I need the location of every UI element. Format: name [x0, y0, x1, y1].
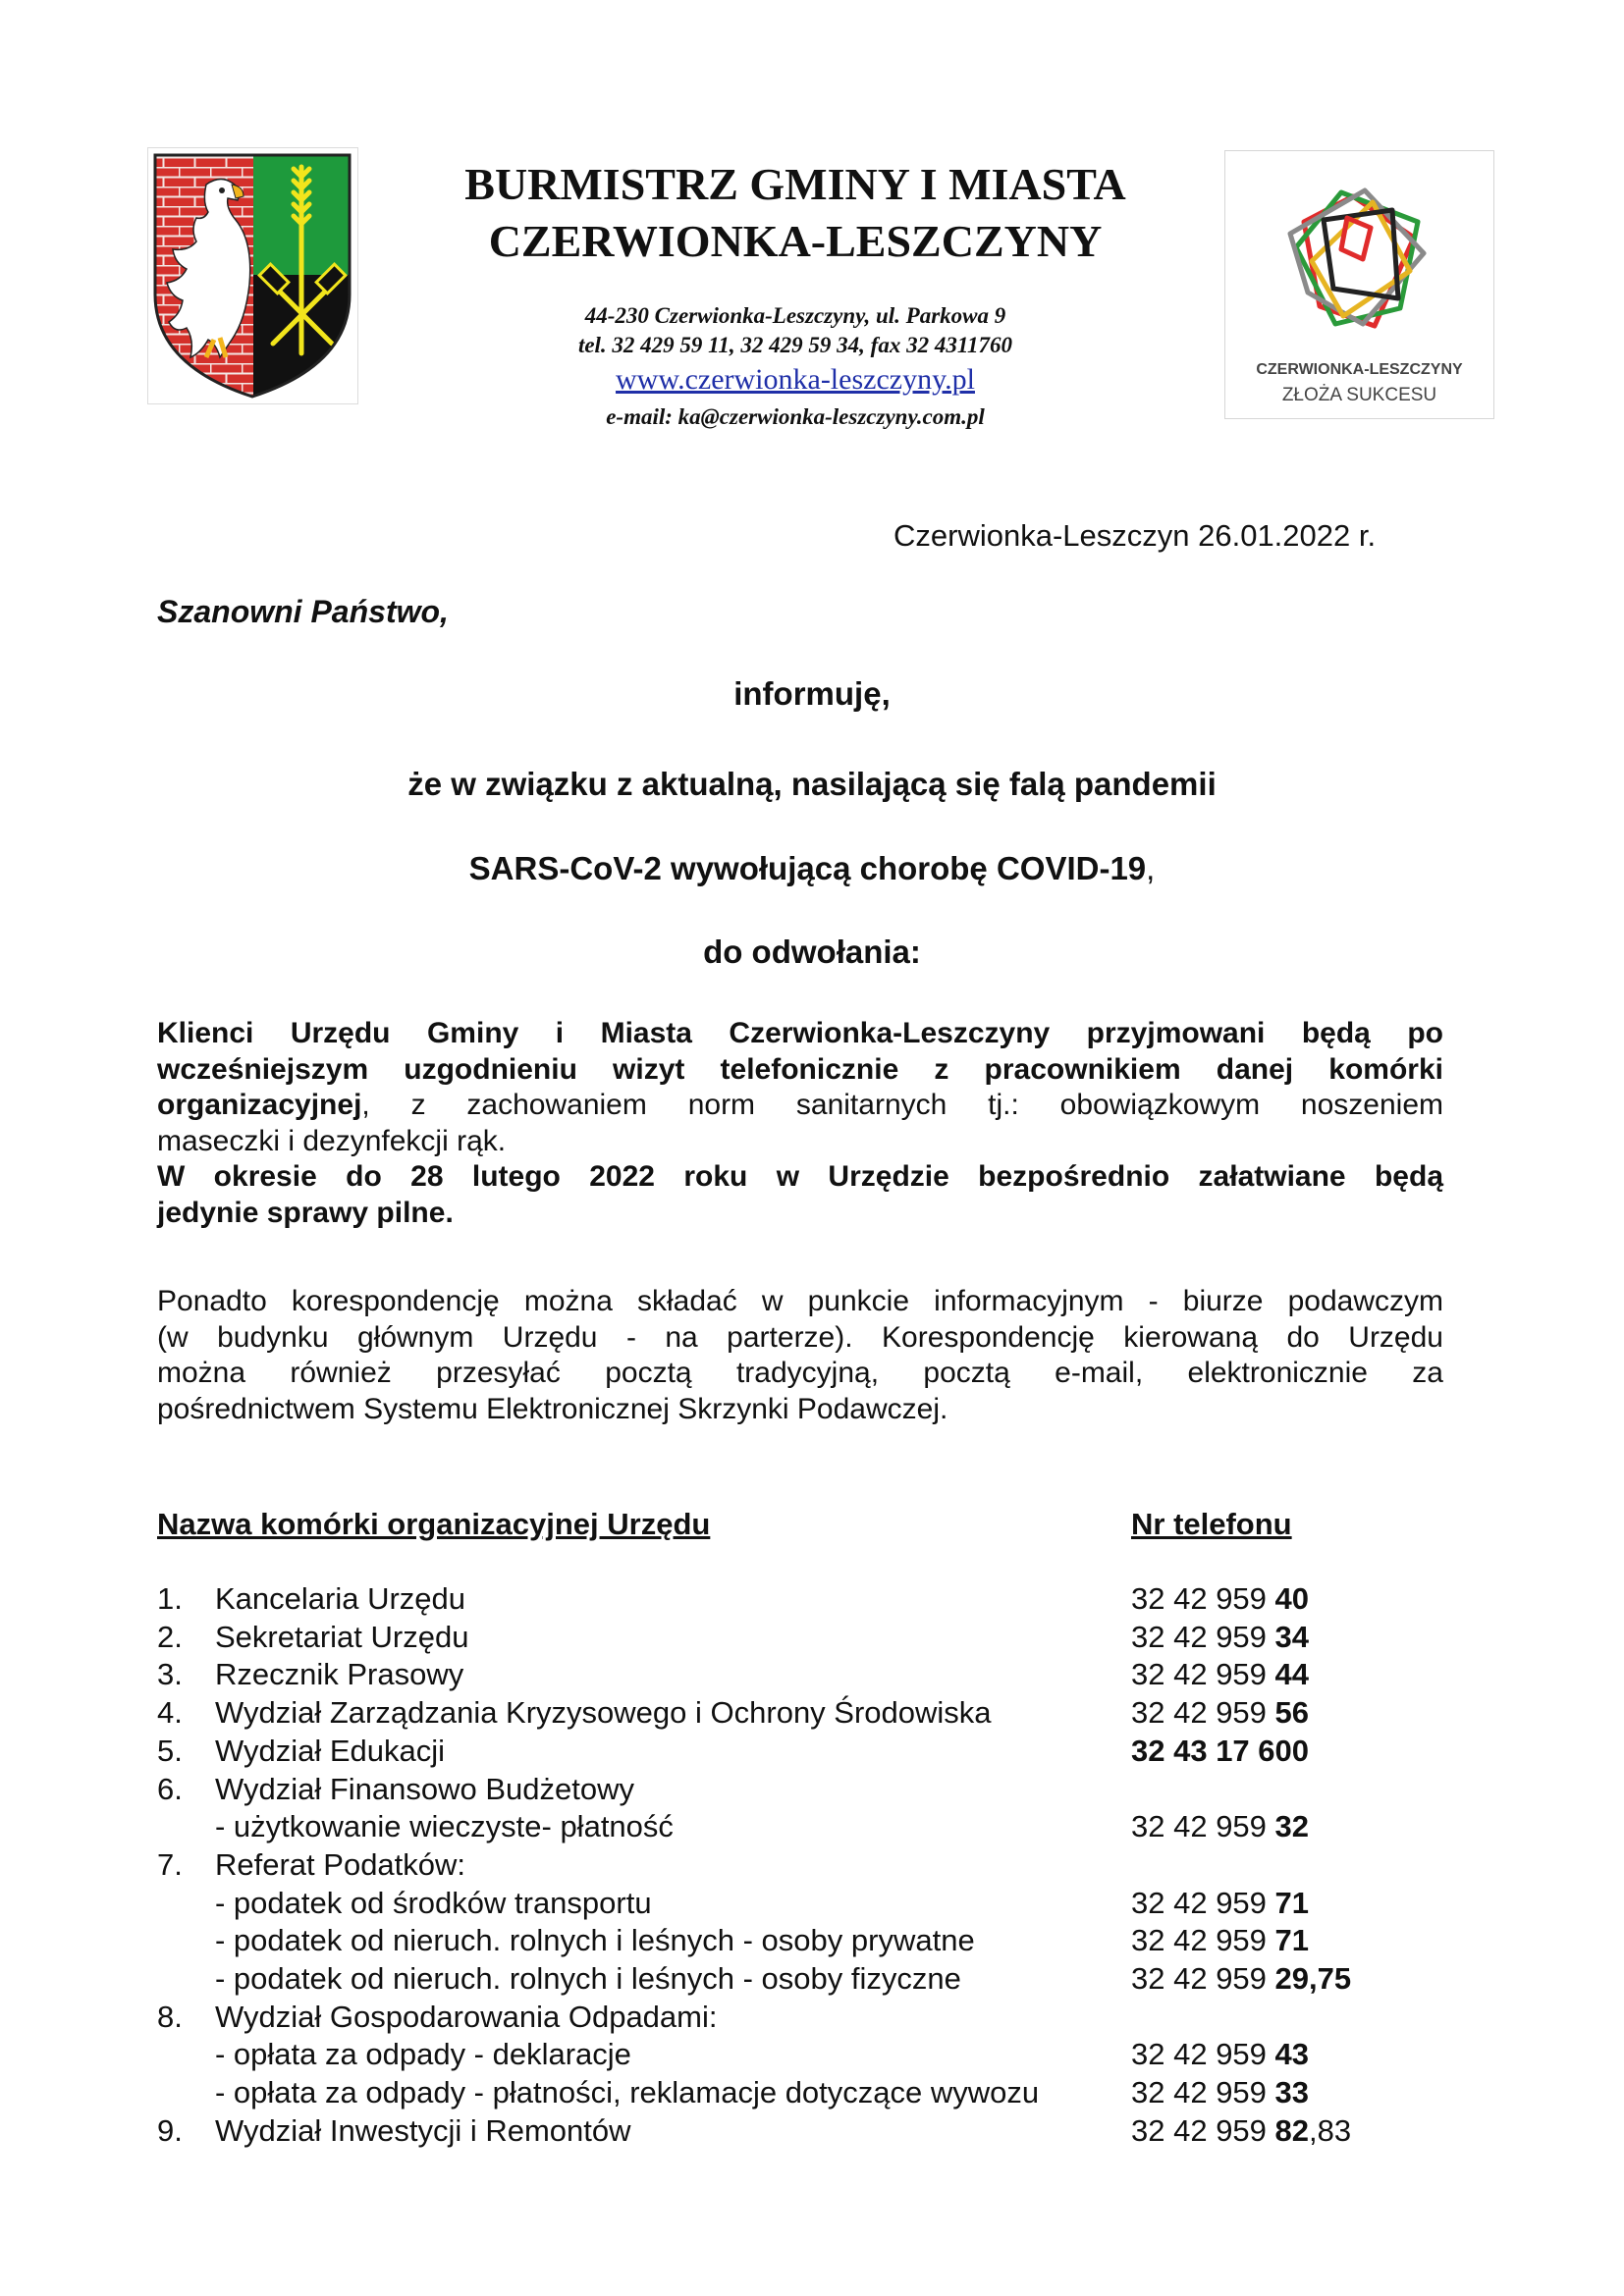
phone-number: 32 42 959 43	[1131, 2037, 1310, 2072]
header-title-line2: CZERWIONKA-LESZCZYNY	[488, 216, 1103, 266]
table-row	[0, 1694, 1624, 1733]
table-row	[0, 2112, 1624, 2151]
unit-name: - podatek od nieruch. rolnych i leśnych - osoby fizyczne	[215, 1961, 961, 1996]
logo-caption-line2: ZŁOŻA SUKCESU	[1281, 385, 1437, 405]
row-number: 3.	[157, 1657, 183, 1692]
row-number: 7.	[157, 1846, 183, 1882]
greeting: Szanowni Państwo,	[157, 594, 449, 629]
table-row	[0, 1960, 1624, 1999]
row-number: 4.	[157, 1695, 183, 1731]
heading-covid: SARS-CoV-2 wywołującą chorobę COVID-19,	[468, 850, 1156, 886]
heading-pandemic: że w związku z aktualną, nasilającą się falą pandemii	[407, 766, 1217, 802]
header-email: e-mail: ka@czerwionka-leszczyny.com.pl	[606, 404, 985, 429]
city-brand-logo	[1224, 150, 1494, 419]
unit-name: Referat Podatków:	[215, 1846, 466, 1882]
header-title-line1: BURMISTRZ GMINY I MIASTA	[464, 159, 1126, 209]
phone-number: 32 42 959 82,83	[1131, 2112, 1352, 2148]
phone-number: 32 42 959 71	[1131, 1923, 1310, 1958]
row-number: 5.	[157, 1733, 183, 1768]
table-row	[0, 1885, 1624, 1923]
unit-name: Sekretariat Urzędu	[215, 1619, 469, 1654]
header-website-link[interactable]: www.czerwionka-leszczyny.pl	[616, 363, 975, 396]
table-row	[0, 1733, 1624, 1771]
row-number: 6.	[157, 1771, 183, 1806]
paragraph-correspondence: Ponadto korespondencję można składać w punkcie informacyjnym - biurze podawczym (w budynku głównym Urzędu - na parterze). Korespondencję kierowaną do Urzędu można również przesyłać pocztą tradycyjną, pocztą e-mail, elektronicznie za pośrednictwem Systemu Elektronicznej Skrzynki Podawczej.	[157, 1285, 1443, 1425]
coat-of-arms-image	[147, 147, 358, 404]
column-header-phone: Nr telefonu	[1131, 1507, 1292, 1541]
logo-caption-line1: CZERWIONKA-LESZCZYNY	[1256, 361, 1463, 378]
unit-name: Wydział Inwestycji i Remontów	[215, 2112, 631, 2148]
table-row	[0, 1771, 1624, 1809]
unit-name: Kancelaria Urzędu	[215, 1581, 466, 1616]
unit-name: - podatek od nieruch. rolnych i leśnych - osoby prywatne	[215, 1923, 975, 1958]
phone-number: 32 42 959 34	[1131, 1619, 1310, 1654]
phone-number: 32 42 959 33	[1131, 2075, 1310, 2110]
unit-name: Wydział Gospodarowania Odpadami:	[215, 1999, 718, 2034]
table-row	[0, 2036, 1624, 2074]
unit-name: - podatek od środków transportu	[215, 1885, 652, 1920]
unit-name: Rzecznik Prasowy	[215, 1657, 464, 1692]
table-row	[0, 1580, 1624, 1619]
table-row	[0, 1619, 1624, 1657]
phone-number: 32 42 959 56	[1131, 1695, 1310, 1731]
table-row	[0, 1922, 1624, 1960]
row-number: 1.	[157, 1581, 183, 1616]
phone-number: 32 42 959 40	[1131, 1581, 1310, 1616]
unit-name: Wydział Edukacji	[215, 1733, 446, 1768]
unit-name: - opłata za odpady - deklaracje	[215, 2037, 631, 2072]
row-number: 9.	[157, 2112, 183, 2148]
header-phones: tel. 32 429 59 11, 32 429 59 34, fax 32 4311760	[577, 333, 1013, 357]
phone-number: 32 42 959 32	[1131, 1809, 1310, 1844]
column-header-unit: Nazwa komórki organizacyjnej Urzędu	[157, 1507, 711, 1541]
table-row	[0, 1846, 1624, 1885]
heading-until-revoked: do odwołania:	[703, 934, 921, 970]
phone-number: 32 42 959 29,75	[1131, 1961, 1352, 1996]
unit-name: - opłata za odpady - płatności, reklamacje dotyczące wywozu	[215, 2075, 1040, 2110]
unit-name: - użytkowanie wieczyste- płatność	[215, 1809, 674, 1844]
table-row	[0, 2074, 1624, 2112]
table-row	[0, 1999, 1624, 2037]
phone-number: 32 42 959 44	[1131, 1657, 1310, 1692]
letter-date: Czerwionka-Leszczyn 26.01.2022 r.	[893, 518, 1377, 553]
phone-number: 32 42 959 71	[1131, 1885, 1310, 1920]
unit-name: Wydział Finansowo Budżetowy	[215, 1771, 635, 1806]
diamond-logo-icon	[1225, 151, 1493, 347]
table-row	[0, 1656, 1624, 1694]
header-address: 44-230 Czerwionka-Leszczyny, ul. Parkowa 9	[584, 303, 1006, 328]
heading-informuje: informuję,	[733, 675, 891, 712]
phone-number: 32 43 17 600	[1131, 1733, 1310, 1768]
row-number: 2.	[157, 1619, 183, 1654]
unit-name: Wydział Zarządzania Kryzysowego i Ochrony Środowiska	[215, 1695, 992, 1731]
table-row	[0, 1808, 1624, 1846]
row-number: 8.	[157, 1999, 183, 2034]
paragraph-clients: Klienci Urzędu Gminy i Miasta Czerwionka-Leszczyny przyjmowani będą po wcześniejszym uzgodnieniu wizyt telefonicznie z pracownikiem danej komórki organizacyjnej, z zachowaniem norm sanitarnych tj.: obowiązkowym noszeniem maseczki i dezynfekcji rąk. W okresie do 28 lutego 2022 roku w Urzędzie bezpośrednio załatwiane będą jedynie sprawy pilne.	[157, 1017, 1443, 1229]
